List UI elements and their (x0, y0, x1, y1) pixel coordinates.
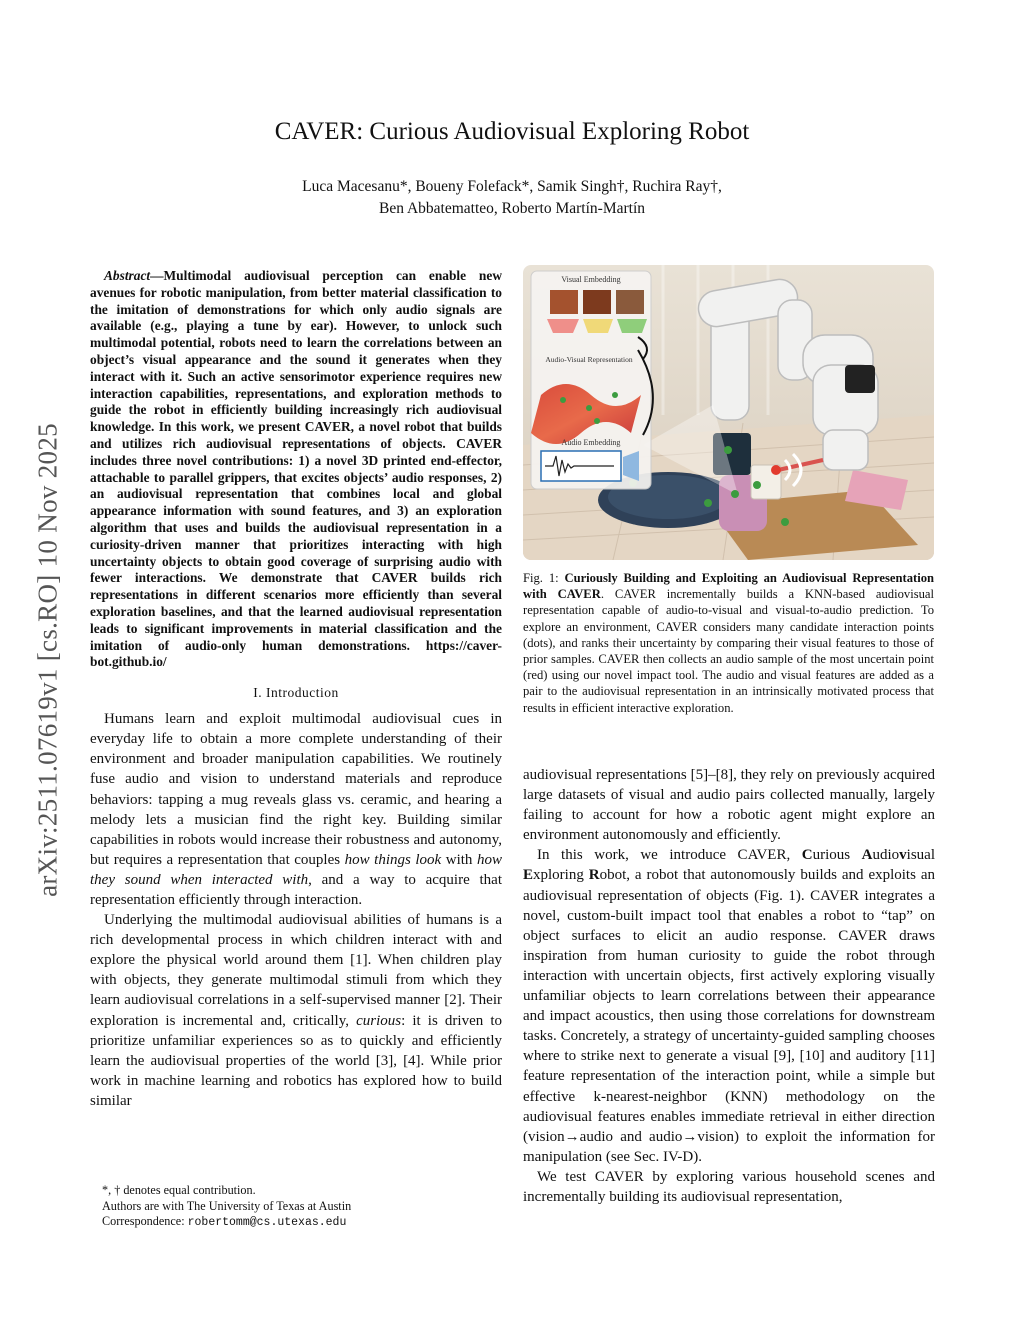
section-heading: I. Introduction (253, 685, 339, 701)
intro-paragraph-2: Underlying the multimodal audiovisual abilities of humans is a rich developmental process in which children interact with and explore the physical world around them [1]. When children play with objects, they generate multimodal stimuli from which they learn audiovisual correlations in a self-supervised manner [2]. Their exploration is incremental and, critically, curious: it is driven to prioritize unfamiliar experiences so as to quickly and efficiently learn the audiovisual properties of the world [3], [4]. While prior work in machine learning and robotics has explored how to build similar (90, 912, 503, 1109)
audio-embedding-label: Audio Embedding (561, 438, 621, 447)
footnote-equal-contribution: *, † denotes equal contribution. (102, 1183, 256, 1197)
author-list (0, 176, 1024, 220)
right-paragraph-1: audiovisual representations [5]–[8], they rely on previously acquired large datasets of visual and audio pairs collected manually, largely failing to account for how a robotic agent might explore an environment autonomously and efficiently. (523, 767, 935, 844)
footnote-correspondence: Correspondence: robertomm@cs.utexas.edu (102, 1214, 347, 1229)
authors-line-2: Ben Abbatematteo, Roberto Martín-Martín (378, 200, 646, 217)
footnote (90, 1182, 502, 1231)
paper-title: CAVER: Curious Audiovisual Exploring Robot (274, 118, 750, 145)
figure-1-illustration (523, 265, 934, 560)
right-column (523, 765, 935, 1207)
email-link[interactable]: robertomm@cs.utexas.edu (187, 1216, 347, 1229)
arxiv-stamp: arXiv:2511.07619v1 [cs.RO] 10 Nov 2025 (32, 423, 63, 897)
audio-visual-representation-label: Audio-Visual Representation (545, 355, 633, 364)
figure-1-caption: Fig. 1: Curiously Building and Exploiting an Audiovisual Representation with CAVER. CAVER incrementally builds a KNN-based audiovisual representation capable of audio-to-visual and visual-to-audio prediction. To explore an environment, CAVER considers many candidate interaction points (dots), and ranks their uncertainty by comparing their visual features to those of prior samples. CAVER then collects an audio sample of the most uncertain point (red) using our novel impact tool. The audio and visual features are added as a pair to the audiovisual representation in an intrinsically motivated process that results in efficient interactive exploration. (523, 571, 934, 715)
figure-1 (523, 265, 934, 560)
authors-line-1: Luca Macesanu*, Boueny Folefack*, Samik Singh†, Ruchira Ray†, (302, 178, 722, 195)
footnote-affiliation: Authors are with The University of Texas at Austin (102, 1198, 352, 1213)
intro-body (90, 709, 502, 1111)
left-column (90, 268, 502, 1111)
visual-embedding-label: Visual Embedding (561, 275, 621, 284)
abstract: Abstract—Multimodal audiovisual perception can enable new avenues for robotic manipulation, from better material classification to the imitation of demonstrations for which only audio signals are available (e.g., playing a tune by ear). However, to unlock such multimodal potential, robots need to learn the correlations between an object’s visual appearance and the sound it generates when they interact with it. Such an active sensorimotor experience requires new interaction capabilities, representations, and exploration methods to guide the robot in efficiently building increasingly rich audiovisual knowledge. In this work, we present CAVER, a novel robot that builds and utilizes rich audiovisual representations of objects. CAVER includes three novel contributions: 1) a novel 3D printed end-effector, attachable to parallel grippers, that excites objects’ audio responses, 2) an audiovisual representation that combines local and global appearance information with sound features, and 3) an exploration algorithm that uses and builds the audiovisual representation in a curiosity-driven manner that prioritizes interacting with high uncertainty objects to obtain good coverage of surprising audio with fewer interactions. We demonstrate that CAVER builds rich representations in different scenarios more efficiently than several exploration baselines, and that the learned audiovisual representation leads to significant improvements in material classification and the imitation of audio-only human demonstrations. https://caver-bot.github.io/ (90, 268, 502, 670)
right-paragraph-2: In this work, we introduce CAVER, Curious Audiovisual Exploring Robot, a robot that autonomously builds and exploits an audiovisual representation of objects (Fig. 1). CAVER integrates a novel, custom-built impact tool that enables a robot to “tap” on object surfaces to elicit an audio response. CAVER draws inspiration from human curiosity to guide the robot through interaction with uncertain objects, first actively exploring visually unfamiliar objects to learn correlations between their appearance and impact acoustics, then using those correlations for downstream tasks. Concretely, a strategy of uncertainty-guided sampling chooses where to strike next to generate a visual [9], [10] and auditory [11] feature representation of the interaction point, while a simple but effective k-nearest-neighbor (KNN) methodology on the audiovisual features enables immediate retrieval in either direction (vision→audio and audio→vision) to exploit the information for manipulation (see Sec. IV-D). (523, 847, 935, 1165)
right-paragraph-3: We test CAVER by exploring various household scenes and incrementally building its audiovisual representation, (523, 1168, 935, 1205)
intro-paragraph-1: Humans learn and exploit multimodal audiovisual cues in everyday life to obtain a more complete understanding of their environment and broader manipulation capabilities. We routinely fuse audio and vision to understand materials and reproduce behaviors: tapping a mug reveals glass vs. ceramic, and hearing a melody lets a musician find the right key. Building similar capabilities in robots would increase their robustness and autonomy, but requires a representation that couples how things look with how they sound when interacted with, and a way to acquire that representation efficiently through interaction. (90, 711, 502, 908)
